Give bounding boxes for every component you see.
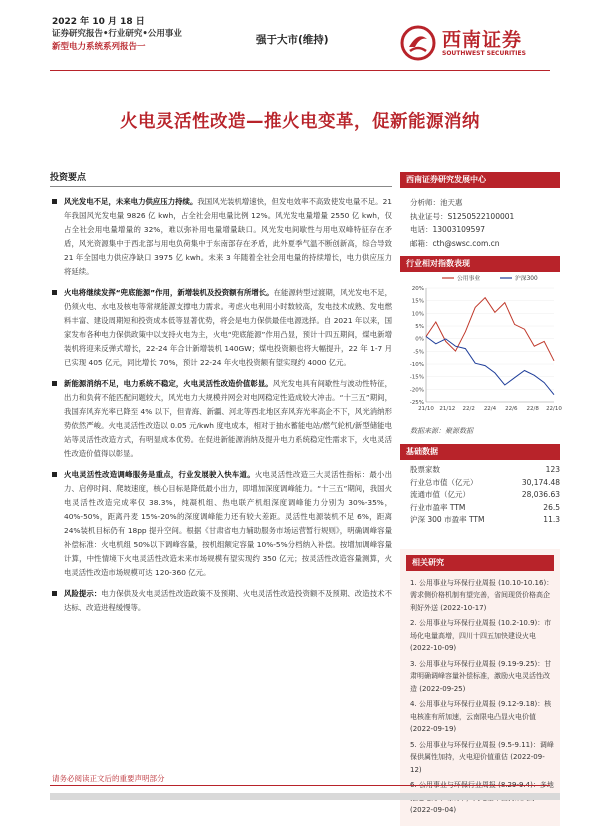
related-report-link[interactable]: 5. 公用事业与环保行业周报 (9.5-9.11)：调峰保供属性加持，火电迎价值重估 (2022-09-12) <box>410 740 554 774</box>
analyst-name: 池天惠 <box>440 198 463 207</box>
basics-row <box>400 464 560 477</box>
bullet-lead: 火电灵活性改造调峰服务是重点，行业发展驶入快车道。 <box>64 470 255 479</box>
basics-heading: 基础数据 <box>400 444 560 460</box>
bullet-text: 在能源转型过渡期，风光发电不足，仍须火电、水电及核电等常规能源支撑电力需求。考虑火电利用小时数较高，发电技术成熟、发电燃料丰富、建设周期短和投资成本低等显著优势，将会是电力保供最佳电源选择。自 2021 年以来，国家发布各种电力保供政策中以支持火电为主，火电“兜底能源”作用凸显，预计十四五期间，煤电新增装机将迎来反弹式增长，22-24 年合计新增装机 140GW；煤电投资额也将大幅提升，22 年 1-7 月已实现 405 亿元，同比增长 70%，预计 22-24 年火电投资额有望实现约 4000 亿元。 <box>64 288 392 367</box>
summary-bullet <box>50 377 392 461</box>
phone-label: 电话： <box>410 225 433 234</box>
company-logo <box>400 23 560 73</box>
header-divider <box>50 70 550 71</box>
sidebar <box>400 172 560 826</box>
bullet-text: 火电灵活性改造三大灵活性指标：最小出力、启停时间、爬坡速度，核心目标是降低最小出力，即增加深度调峰能力。“十三五”期间，我国火电灵活性改造完成率仅 38.3%，纯凝机组、热电联产机组深度调峰能力分别为 30%-35%，40%-50%，距离丹麦 15%-20%的深度调峰能力还有较大差距。灵活性电源装机不足 6%，距离 24%装机目标仍有 18pp 提升空间。根据《甘肃省电力辅助服务市场运营暂行规则》，明确调峰容量补偿标准：火电机组 50%以下调峰容量，按机组额定容量 10%-5%分档纳入补偿。按增加调峰容量计算，中性情境下火电灵活性改造未来市场规模有望实现约 350 亿元；按灵活性改造容量测算，火电灵活性改造市场规模可达 120-360 亿元。 <box>64 470 392 577</box>
report-category: 证券研究报告•行业研究•公用事业 <box>52 29 182 39</box>
bullet-text: 我国风光装机增速快，但发电效率不高致使发电量不足。21 年我国风光发电量 9826 亿 kwh，占全社会用电量比例 12%。风光发电量增量 2550 亿 kwh，仅占全社会用电量增量的 32%，难以弥补用电量增量缺口。风光发电间歇性与用电双峰特征存在矛盾，风光资源集中于西北部与用电负荷集中于东南部存在矛盾，此外夏季气温不断创新高，综合导致 21 年全国电力供应净缺口 3975 亿 kwh。未来 3 年随着全社会用电量的持续增长，电力供应压力将延续。 <box>64 197 392 276</box>
analyst-label: 分析师： <box>410 198 440 207</box>
legend-label: 沪深300 <box>515 276 538 282</box>
bullet-text: 电力保供及火电灵活性改造政策不及预期、火电灵活性改造投资额不及预期、改造技术不达标、改造进程缓慢等。 <box>64 589 392 612</box>
related-report-link[interactable]: 6. 公用事业与环保行业周报 (8.29-9.4)：多地 (2022-09-04) <box>410 781 554 814</box>
footer-divider <box>50 785 550 786</box>
y-tick-label: -25% <box>409 400 424 406</box>
summary-heading: 投资要点 <box>50 170 392 187</box>
bullet-lead: 火电将继续发挥“兜底能源”作用，新增装机及投资额有所增长。 <box>64 288 274 297</box>
license-label: 执业证号： <box>410 211 448 221</box>
related-report-link[interactable]: 1. 公用事业与环保行业周报 (10.10-10.16)：需求侧价格机制有望完善，省间现货价格高企利好外送 (2022-10-17) <box>410 578 554 612</box>
bullet-lead: 风险提示： <box>64 589 102 598</box>
basics-row <box>400 477 560 490</box>
summary-bullet <box>50 286 392 370</box>
industry-rating: 强于大市(维持) <box>256 34 329 46</box>
disclaimer-note: 请务必阅读正文后的重要声明部分 <box>52 774 165 783</box>
logo-text-en: SOUTHWEST SECURITIES <box>442 50 526 57</box>
x-tick-label: 22/10 <box>546 406 562 412</box>
bullet-text: 风光发电具有间歇性与波动性特征，出力和负荷不能匹配问题较大，风光电力大规模并网会对电网稳定性造成较大冲击。“十三五”期间，我国弃风弃光率已降至 4% 以下，但青海、新疆、河北等西北地区弃风弃光率高企不下，风光消纳形势依然严峻。火电灵活性改造以 0.05 元/kwh 度电成本，相对于抽水蓄能电站/燃气轮机/新型储能电站等灵活性改造方式，有明显成本优势。在促进新能源消纳及提升电力系统稳定性需求下，火电灵活性改造价值得以彰显。 <box>64 379 392 458</box>
y-tick-label: -10% <box>409 362 424 368</box>
x-tick-label: 22/8 <box>526 406 539 412</box>
y-tick-label: 5% <box>415 324 424 330</box>
summary-bullet <box>50 468 392 580</box>
analyst-info <box>400 188 560 256</box>
related-report-link[interactable]: 2. 公用事业与环保行业周报 (10.2-10.9)：市场化电量高增，四川十四五加快建设火电 (2022-10-09) <box>410 619 552 652</box>
x-tick-label: 21/10 <box>418 406 434 412</box>
report-title: 火电灵活性改造—推火电变革，促新能源消纳 <box>120 112 480 132</box>
basics-value: 30,174.48 <box>521 477 560 487</box>
basics-row <box>400 502 560 515</box>
analyst-row <box>410 223 554 237</box>
basics-row <box>400 514 560 527</box>
y-tick-label: 15% <box>411 298 424 305</box>
basics-table <box>400 460 560 539</box>
footer-band <box>50 793 560 800</box>
basics-label: 行业总市值（亿元） <box>410 477 478 487</box>
x-tick-label: 22/6 <box>505 406 518 412</box>
summary-bullet <box>50 195 392 279</box>
summary-bullet <box>50 587 392 615</box>
relative-index-chart <box>400 272 560 424</box>
email-label: 邮箱： <box>410 238 433 248</box>
basics-value: 123 <box>545 465 560 474</box>
basics-value: 11.3 <box>543 515 560 524</box>
x-tick-label: 22/4 <box>483 406 497 412</box>
basics-value: 28,036.63 <box>521 490 560 499</box>
chart-heading: 行业相对指数表现 <box>400 256 560 272</box>
phone-number: 13003109597 <box>432 225 485 234</box>
related-report-link[interactable]: 4. 公用事业与环保行业周报 (9.12-9.18)：核电核准有所加速，云南限电凸显火电价值 (2022-09-19) <box>410 700 552 733</box>
y-tick-label: -15% <box>409 374 424 381</box>
related-research <box>400 549 560 826</box>
email-address[interactable]: cth@swsc.com.cn <box>432 238 500 248</box>
y-tick-label: 10% <box>411 311 424 318</box>
research-team-heading: 西南证券研究发展中心 <box>400 172 560 188</box>
license-number: S1250522100001 <box>447 211 515 221</box>
chart-source: 数据来源：聚源数据 <box>410 427 473 435</box>
legend-label: 公用事业 <box>457 276 481 282</box>
related-report-link[interactable]: 3. 公用事业与环保行业周报 (9.19-9.25)：甘肃明确调峰容量补偿标准，激励火电灵活性改造 (2022-09-25) <box>410 659 552 693</box>
investment-summary <box>50 170 392 622</box>
y-tick-label: 0% <box>415 336 424 343</box>
analyst-row <box>410 196 554 210</box>
related-heading: 相关研究 <box>406 555 554 571</box>
x-tick-label: 22/2 <box>462 406 475 412</box>
x-tick-label: 21/12 <box>439 406 456 412</box>
chart-svg <box>400 272 560 424</box>
report-series: 新型电力系统系列报告一 <box>52 42 146 52</box>
logo-text-cn: 西南证券 <box>442 29 523 51</box>
y-tick-label: 20% <box>411 286 424 292</box>
series-line-1 <box>426 337 554 395</box>
logo-mark-icon <box>400 25 436 61</box>
analyst-row <box>410 210 554 224</box>
basics-value: 26.5 <box>543 502 560 512</box>
basics-label: 股票家数 <box>410 465 440 474</box>
report-date: 2022 年 10 月 18 日 <box>52 17 145 27</box>
analyst-row <box>410 237 554 251</box>
basics-label: 行业市盈率 TTM <box>410 502 466 512</box>
bullet-lead: 风光发电不足，未来电力供应压力持续。 <box>64 197 198 206</box>
basics-row <box>400 489 560 502</box>
bullet-lead: 新能源消纳不足，电力系统不稳定，火电灵活性改造价值彰显。 <box>64 379 273 388</box>
basics-label: 流通市值（亿元） <box>410 490 470 499</box>
y-tick-label: -5% <box>413 349 424 356</box>
y-tick-label: -20% <box>409 387 424 394</box>
basics-label: 沪深 300 市盈率 TTM <box>410 515 485 524</box>
